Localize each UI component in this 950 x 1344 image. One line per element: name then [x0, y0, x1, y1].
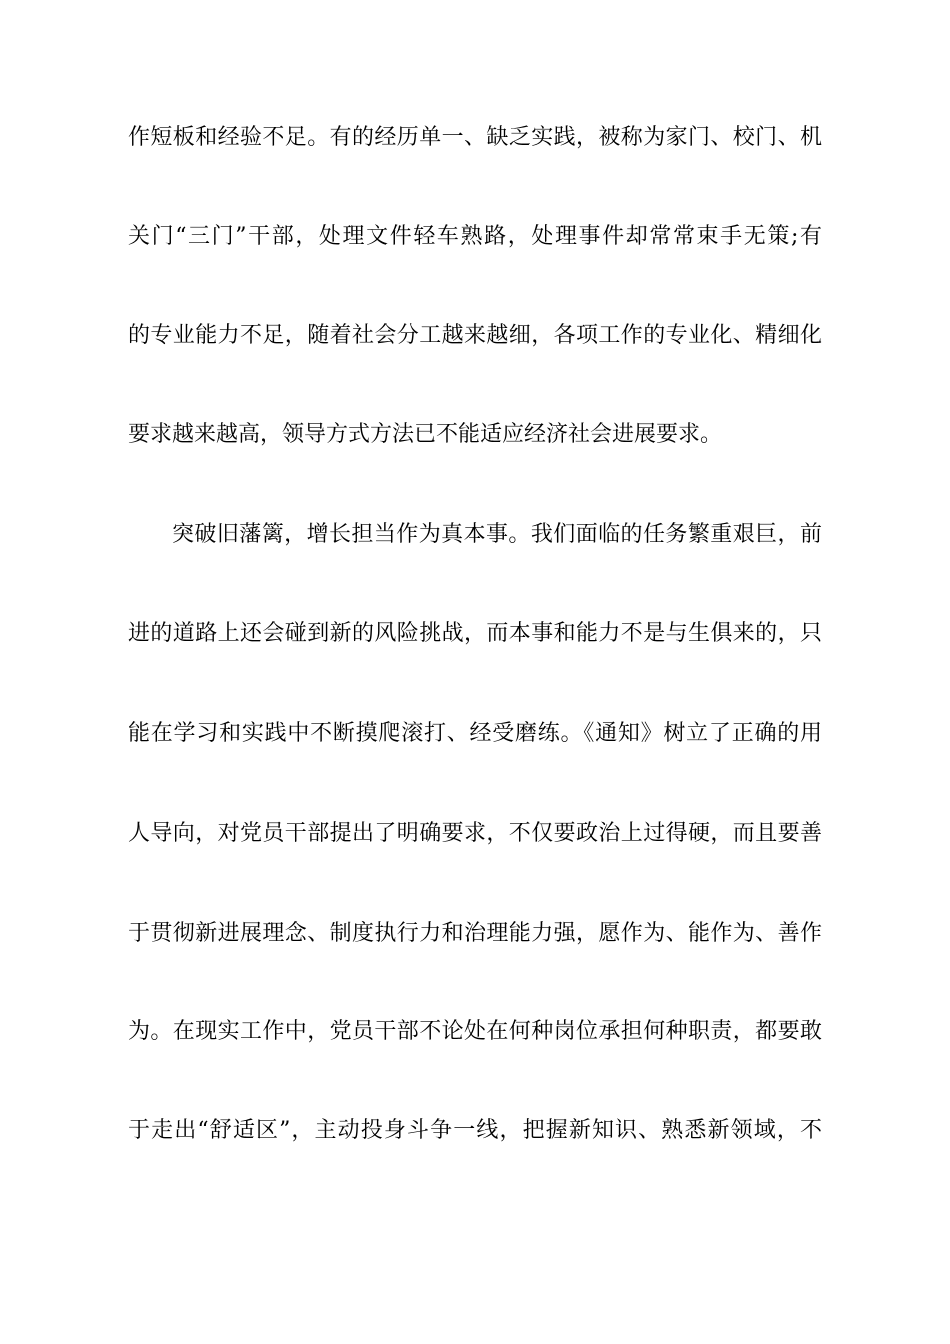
- text-line: 能在学习和实践中不断摸爬滚打、经受磨练。《通知》树立了正确的用: [128, 721, 822, 746]
- text-line: 人导向，对党员干部提出了明确要求，不仅要政治上过得硬，而且要善: [128, 821, 822, 846]
- text-line: 的专业能力不足，随着社会分工越来越细，各项工作的专业化、精细化: [128, 323, 822, 348]
- text-line: 为。在现实工作中，党员干部不论处在何种岗位承担何种职责，都要敢: [128, 1019, 822, 1044]
- text-line: 于贯彻新进展理念、制度执行力和治理能力强，愿作为、能作为、善作: [128, 921, 822, 946]
- text-line: 关门“三门”干部，处理文件轻车熟路，处理事件却常常束手无策;有: [128, 224, 822, 249]
- text-line: 突破旧藩篱，增长担当作为真本事。我们面临的任务繁重艰巨，前: [172, 522, 822, 547]
- text-line: 进的道路上还会碰到新的风险挑战，而本事和能力不是与生俱来的，只: [128, 621, 822, 646]
- text-line: 要求越来越高，领导方式方法已不能适应经济社会进展要求。: [128, 422, 723, 447]
- text-line: 作短板和经验不足。有的经历单一、缺乏实践，被称为家门、校门、机: [128, 125, 822, 150]
- text-line: 于走出“舒适区”，主动投身斗争一线，把握新知识、熟悉新领域，不: [128, 1118, 822, 1143]
